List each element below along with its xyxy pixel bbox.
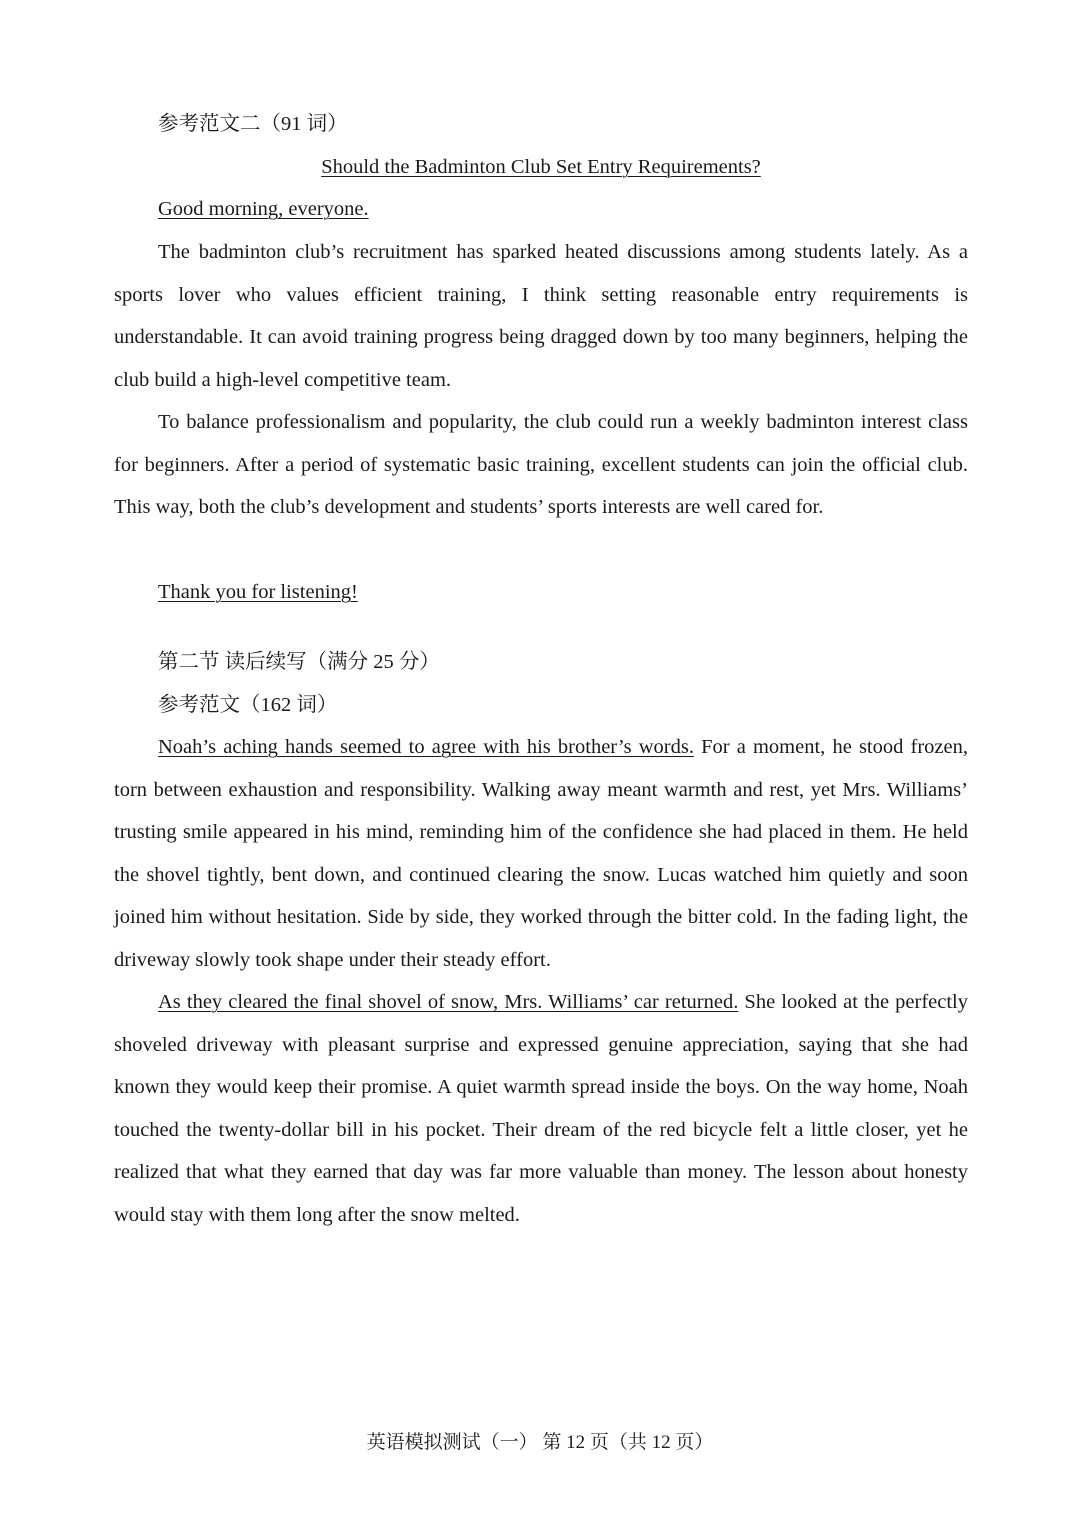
essay2-label: 参考范文二（91 词） [158, 113, 348, 135]
essay2-closing [158, 571, 358, 614]
continuation-paragraph-1-lead: Noah’s aching hands seemed to agree with his brother’s words. [158, 736, 694, 758]
continuation-paragraph-1-body: For a moment, he stood frozen, torn between exhaustion and responsibility. Walking away meant warmth and rest, yet Mrs. Williams’ trusting smile appeared in his mind, reminding him of the confidence she had placed in them. He held the shovel tightly, bent down, and continued clearing the snow. Lucas watched him quietly and soon joined him without hesitation. Side by side, they worked through the bitter cold. In the fading light, the driveway slowly took shape under their steady effort. [114, 736, 969, 971]
section2-label: 参考范文（162 词） [158, 694, 338, 716]
page-footer: 英语模拟测试（一） 第 12 页（共 12 页） [366, 1432, 714, 1453]
continuation-paragraph-2-body: She looked at the perfectly shoveled driveway with pleasant surprise and expressed genuine appreciation, saying that she had known they would keep their promise. A quiet warmth spread inside the boys. On the way home, Noah touched the twenty-dollar bill in his pocket. Their dream of the red bicycle felt a little closer, yet he realized that what they earned that day was far more valuable than money. The lesson about honesty would stay with them long after the snow melted. [114, 991, 968, 1226]
essay2-greeting-text: Good morning, everyone. [158, 198, 369, 220]
continuation-paragraph-2 [114, 981, 968, 1236]
essay2-closing-text: Thank you for listening! [158, 581, 358, 603]
essay2-paragraph-2: To balance professionalism and popularity, the club could run a weekly badminton interest class for beginners. After a period of systematic basic training, excellent students can join the official club. This way, both the club’s development and students’ sports interests are well cared for. [114, 411, 968, 518]
continuation-paragraph-1 [114, 726, 968, 981]
essay2-greeting [158, 188, 369, 231]
continuation-paragraph-2-lead: As they cleared the final shovel of snow, Mrs. Williams’ car returned. [158, 991, 739, 1013]
essay2-paragraph-1: The badminton club’s recruitment has sparked heated discussions among students lately. As a sports lover who values efficient training, I think setting reasonable entry requirements is understandable. It can avoid training progress being dragged down by too many beginners, helping the club build a high-level competitive team. [114, 241, 968, 391]
section2-heading: 第二节 读后续写（满分 25 分） [158, 651, 440, 673]
essay2-title-text: Should the Badminton Club Set Entry Requirements? [321, 156, 761, 178]
essay2-title [114, 146, 968, 189]
